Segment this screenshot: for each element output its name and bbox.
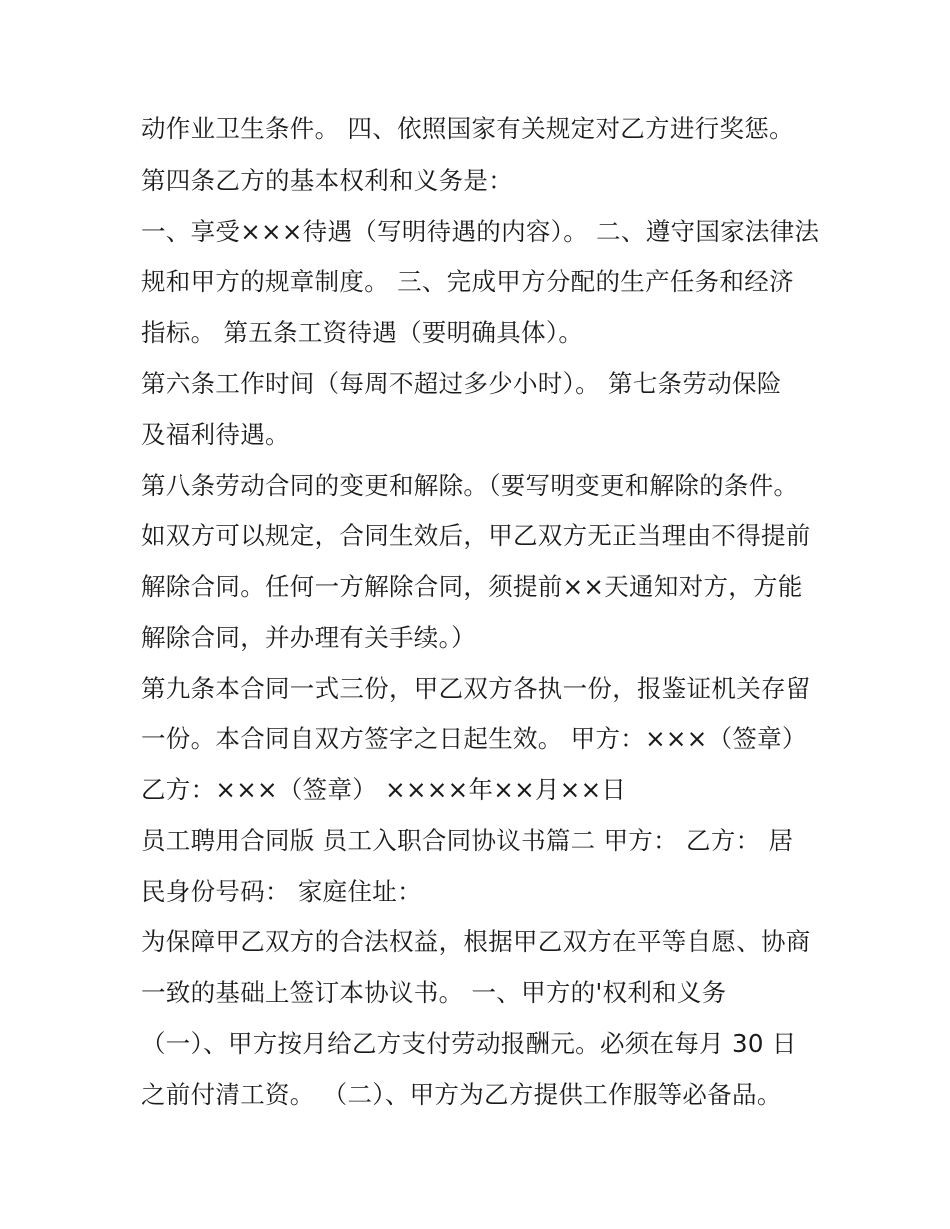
text-line: 如双方可以规定，合同生效后，甲乙双方无正当理由不得提前 [141,521,811,550]
text-line: 第六条工作时间（每周不超过多少小时）。 第七条劳动保险 [141,369,782,398]
text-line: 第八条劳动合同的变更和解除。（要写明变更和解除的条件。 [141,471,799,500]
text-line: 员工聘用合同版 员工入职合同协议书篇二 甲方： 乙方： 居 [141,826,794,855]
text-line: 乙方：×××（签章） ××××年××月××日 [141,775,627,804]
text-line: 民身份号码： 家庭住址： [141,877,422,906]
text-line: 解除合同，并办理有关手续。） [141,623,476,652]
text-line: 之前付清工资。 （二）、甲方为乙方提供工作服等必备品。 [141,1080,782,1109]
text-line: 一致的基础上签订本协议书。 一、甲方的'权利和义务 [141,978,727,1007]
text-line: 规和甲方的规章制度。 三、完成甲方分配的生产任务和经济 [141,267,794,296]
text-line: 一份。本合同自双方签字之日起生效。 甲方：×××（签章） [141,724,807,753]
text-line: 及福利待遇。 [141,420,290,449]
text-line: 指标。 第五条工资待遇（要明确具体）。 [141,318,584,347]
text-line: 为保障甲乙双方的合法权益，根据甲乙双方在平等自愿、协商 [141,927,811,956]
text-line: 第九条本合同一式三份，甲乙双方各执一份，报鉴证机关存留 [141,674,811,703]
text-line: 第四条乙方的基本权利和义务是： [141,166,513,195]
text-line: 动作业卫生条件。 四、依照国家有关规定对乙方进行奖惩。 [141,114,794,143]
text-line: 解除合同。任何一方解除合同，须提前××天通知对方，方能 [141,572,803,601]
text-line: 一、享受×××待遇（写明待遇的内容）。 二、遵守国家法律法 [141,217,820,246]
text-line: （一）、甲方按月给乙方支付劳动报酬元。必须在每月 30 日 [141,1029,797,1058]
